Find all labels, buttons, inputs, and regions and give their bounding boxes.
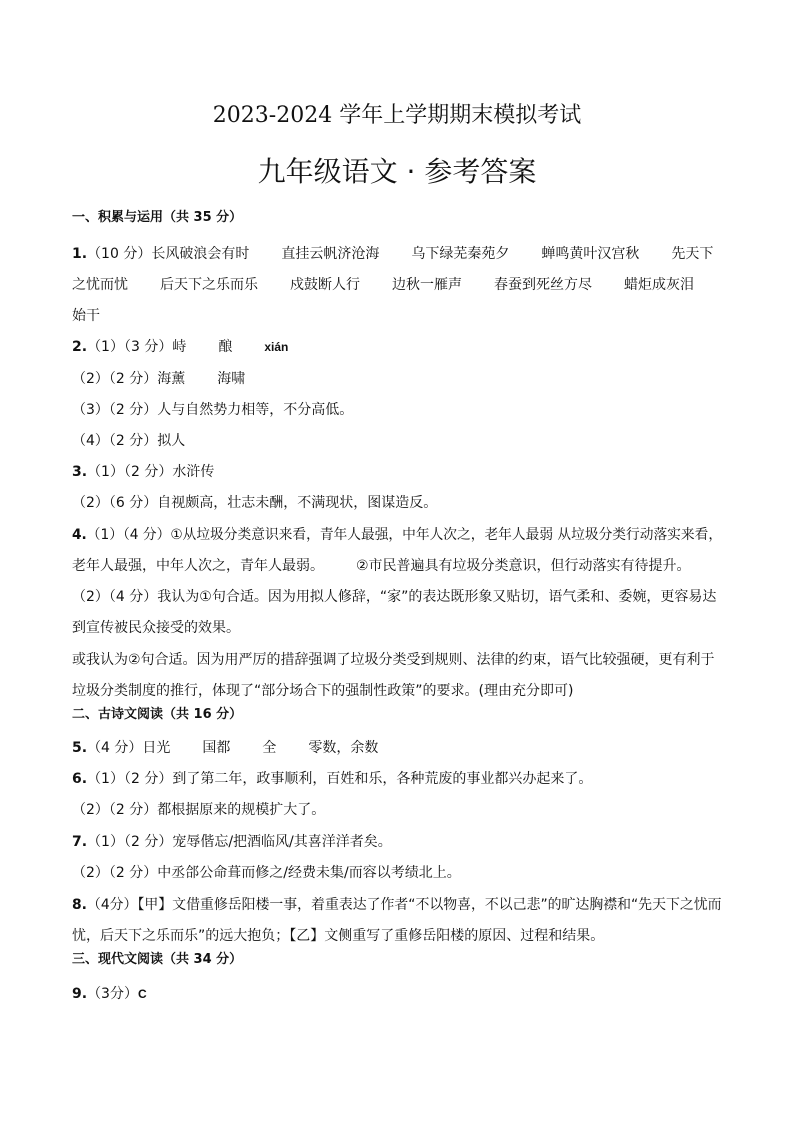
q8-number: 8. [72, 897, 87, 913]
q8-line-2: 忧，后天下之乐而乐”的远大抱负；【乙】文侧重写了重修岳阳楼的原因、过程和结果。 [72, 928, 605, 944]
q4-part-1-line-2 [72, 556, 691, 576]
q1-line-2 [72, 275, 694, 295]
q5-line [72, 738, 378, 758]
q3-part-1-answer: 水浒传 [172, 464, 215, 480]
q2-part-4-label: （4）（2 分） [72, 433, 158, 449]
q1-answer: 边秋一雁声 [392, 277, 462, 293]
q3-part-1-label: （1）（2 分） [87, 464, 173, 480]
section-3-heading: 三、现代文阅读（共 34 分） [72, 952, 243, 967]
section-1-heading: 一、积累与运用（共 35 分） [72, 210, 243, 225]
q2-part-4 [72, 431, 185, 451]
q7-part-2-answer: 中丞郃公命葺而修之/经费未集/而容以考绩北上。 [157, 865, 461, 881]
q1-answer: 乌下绿芜秦苑夕 [411, 246, 510, 262]
q7-part-2-label: （2）（2 分） [72, 865, 158, 881]
answer-key-title: 九年级语文 · 参考答案 [257, 155, 537, 188]
q2-answer: 海啸 [217, 371, 246, 387]
q2-part-3 [72, 400, 353, 420]
q1-answer: 蝉鸣黄叶汉宫秋 [541, 246, 640, 262]
q2-part-1 [72, 337, 288, 357]
q1-answer: 之忧而忧 [72, 277, 128, 293]
q1-number: 1. [72, 246, 88, 262]
q1-answer: 蜡炬成灰泪 [624, 277, 694, 293]
q6-part-1 [72, 769, 592, 789]
q6-part-2-answer: 都根据原来的规模扩大了。 [157, 802, 326, 818]
q4-part-1-text: ①从垃圾分类意识来看，青年人最强，中年人次之，老年人最弱 从垃圾分类行动落实来看， [170, 527, 723, 543]
q4-part-2-line-1 [72, 587, 716, 607]
q1-answer: 长风破浪会有时 [151, 246, 250, 262]
q4-part-1-text: ②市民普遍具有垃圾分类意识，但行动落实有待提升。 [356, 558, 691, 574]
exam-title: 2023-2024 学年上学期期末模拟考试 [212, 103, 582, 128]
q2-part-2-label: （2）（2 分） [72, 371, 158, 387]
q3-part-2-label: （2）（6 分） [72, 495, 158, 511]
q4-part-2-text: 我认为①句合适。因为用拟人修辞，“家”的表达既形象又贴切，语气柔和、委婉，更容易达 [157, 589, 717, 605]
q1-line-1 [72, 244, 713, 264]
q8-answer-text: 【甲】文借重修岳阳楼一事，着重表达了作者“不以物喜，不以己悲”的旷达胸襟和“先天下之忧而 [137, 897, 722, 913]
q5-answer: 零数，余数 [308, 740, 379, 756]
q5-number: 5. [72, 740, 88, 756]
q3-part-1 [72, 462, 214, 482]
q2-part-1-label: （1）（3 分） [87, 339, 173, 355]
q9-answer: C [137, 987, 147, 1001]
section-2-heading: 二、古诗文阅读（共 16 分） [72, 707, 243, 722]
q5-answer: 国都 [202, 740, 231, 756]
q7-number: 7. [72, 834, 88, 850]
q2-answer: 酿 [218, 339, 233, 355]
q1-answer: 戍鼓断人行 [290, 277, 360, 293]
q3-part-2 [72, 493, 437, 513]
q9-score: （3分） [87, 986, 138, 1002]
q3-number: 3. [72, 464, 88, 480]
q2-answer: 峙 [172, 339, 187, 355]
q9-number: 9. [72, 986, 88, 1002]
q4-part-1-line-1 [72, 525, 722, 545]
q2-part-3-label: （3）（2 分） [72, 402, 158, 418]
q2-part-3-answer: 人与自然势力相等，不分高低。 [157, 402, 354, 418]
q4-number: 4. [72, 527, 87, 543]
q6-part-1-answer: 到了第二年，政事顺利，百姓和乐，各种荒废的事业都兴办起来了。 [172, 771, 593, 787]
q6-part-2 [72, 800, 325, 820]
q7-part-1-label: （1）（2 分） [87, 834, 173, 850]
q7-part-1-answer: 宠辱偕忘/把酒临风/其喜洋洋者矣。 [172, 834, 392, 850]
q2-part-4-answer: 拟人 [157, 433, 186, 449]
q7-part-2 [72, 863, 461, 883]
q4-part-2-line-2: 到宣传被民众接受的效果。 [72, 620, 240, 636]
q2-pinyin-answer: xián [264, 340, 289, 354]
q5-score: （4 分） [87, 740, 143, 756]
q6-number: 6. [72, 771, 88, 787]
q7-part-1 [72, 832, 392, 852]
q4-part-2-line-4: 垃圾分类制度的推行，体现了“部分场合下的强制性政策”的要求。(理由充分即可) [72, 683, 574, 699]
q4-part-1-text: 老年人最强，中年人次之，青年人最弱。 [72, 558, 324, 574]
q1-score: （10 分） [87, 246, 152, 262]
q4-part-2-line-3: 或我认为②句合适。因为用严厉的措辞强调了垃圾分类受到规则、法律的约束，语气比较强硬，更有利于 [72, 652, 715, 668]
q6-part-1-label: （1）（2 分） [87, 771, 173, 787]
q2-part-2 [72, 369, 245, 389]
q9-line [72, 984, 147, 1004]
q4-part-1-label: （1）（4 分） [86, 527, 171, 543]
q4-part-2-label: （2）（4 分） [72, 589, 158, 605]
q1-answer: 先天下 [671, 246, 714, 262]
q2-number: 2. [72, 339, 88, 355]
q8-line-1 [72, 895, 722, 915]
q3-part-2-answer: 自视颇高，壮志未酬，不满现状，图谋造反。 [157, 495, 438, 511]
q1-line-3: 始干 [72, 308, 100, 324]
q2-answer: 海薰 [157, 371, 186, 387]
q1-answer: 直挂云帆济沧海 [281, 246, 380, 262]
q1-answer: 春蚕到死丝方尽 [494, 277, 592, 293]
q5-answer: 日光 [142, 740, 171, 756]
q1-answer: 后天下之乐而乐 [160, 277, 258, 293]
q8-score: （4分） [86, 897, 138, 913]
q5-answer: 全 [262, 740, 277, 756]
q6-part-2-label: （2）（2 分） [72, 802, 158, 818]
